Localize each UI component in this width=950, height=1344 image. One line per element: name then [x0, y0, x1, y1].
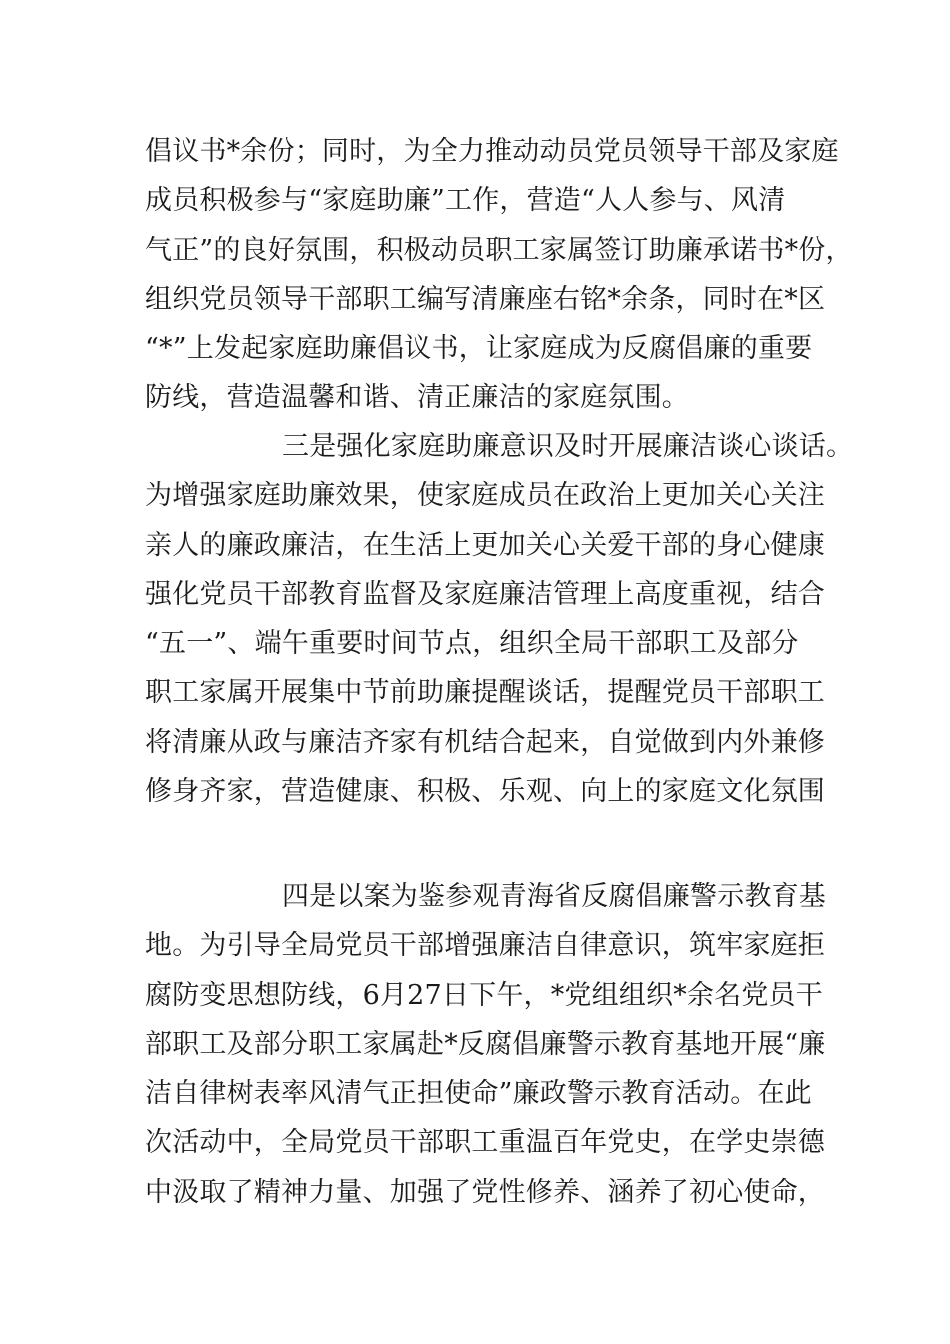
text-line: 地。为引导全局党员干部增强廉洁自律意识，筑牢家庭拒: [145, 930, 825, 962]
text-line: 为增强家庭助廉效果，使家庭成员在政治上更加关心关注: [145, 480, 825, 512]
text-line: “五一”、端午重要时间节点，组织全局干部职工及部分: [145, 628, 799, 660]
text-line: 强化党员干部教育监督及家庭廉洁管理上高度重视，结合: [145, 578, 825, 610]
paragraph-1: [145, 127, 853, 423]
text-line: 气正”的良好氛围，积极动员职工家属签订助廉承诺书*份，: [145, 234, 853, 266]
text-line: 职工家属开展集中节前助廉提醒谈话，提醒党员干部职工: [145, 677, 825, 709]
paragraph-2: [145, 422, 854, 816]
text-line: “*”上发起家庭助廉倡议书，让家庭成为反腐倡廉的重要: [145, 333, 813, 365]
text-line: 成员积极参与“家庭助廉”工作，营造“人人参与、风清: [145, 185, 786, 217]
text-line: 修身齐家，营造健康、积极、乐观、向上的家庭文化氛围: [145, 776, 825, 808]
text-line: 亲人的廉政廉洁，在生活上更加关心关爱干部的身心健康: [145, 529, 825, 561]
text-line: 三是强化家庭助廉意识及时开展廉洁谈心谈话。: [282, 431, 854, 462]
paragraph-3: [145, 872, 825, 1217]
text-line: 将清廉从政与廉洁齐家有机结合起来，自觉做到内外兼修: [145, 726, 825, 758]
text-line: 部职工及部分职工家属赴*反腐倡廉警示教育基地开展“廉: [145, 1028, 826, 1060]
text-line: 腐防变思想防线，6月27日下午，*党组组织*余名党员干: [145, 979, 823, 1011]
text-line: 四是以案为鉴参观青海省反腐倡廉警示教育基: [282, 881, 826, 912]
text-line: 倡议书*余份；同时，为全力推动动员党员领导干部及家庭: [145, 136, 839, 167]
text-line: 中汲取了精神力量、加强了党性修养、涵养了初心使命，: [145, 1176, 825, 1208]
text-line: 组织党员领导干部职工编写清廉座右铭*余条，同时在*区: [145, 283, 826, 315]
text-line: 次活动中，全局党员干部职工重温百年党史，在学史崇德: [145, 1127, 825, 1159]
text-line: 防线，营造温馨和谐、清正廉洁的家庭氛围。: [145, 382, 689, 414]
text-line: 洁自律树表率风清气正担使命”廉政警示教育活动。在此: [145, 1078, 812, 1110]
